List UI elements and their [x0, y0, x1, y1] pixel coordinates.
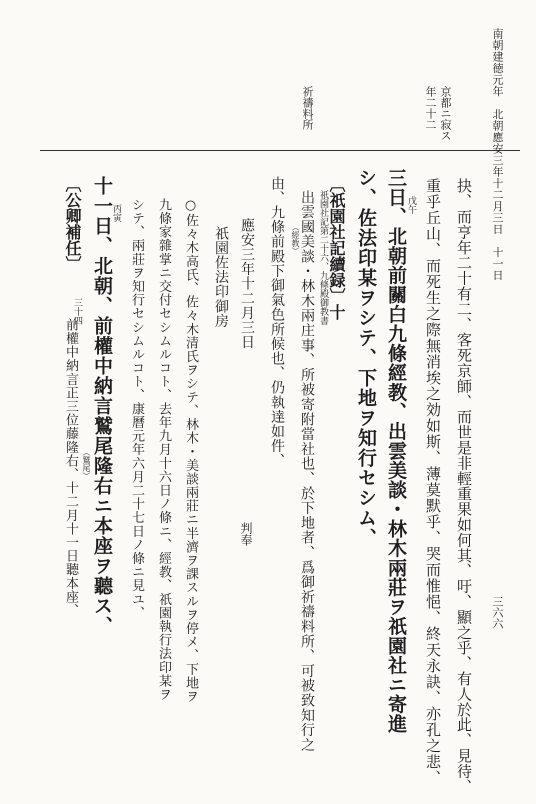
gloss-keikyo: （經教） — [291, 223, 300, 255]
header-rule — [40, 150, 520, 151]
source-note-1: 祇園社記第二十六、九條殿御教書 — [318, 190, 328, 325]
text-line-addressee: 祇園佐法印御房 — [213, 226, 229, 329]
editor-note-line-3: シテ、兩莊ヲ知行セシムルコト、康曆元年六月二十七日ノ條ニ見ユ、 — [129, 198, 144, 620]
margin-note-prayer-estate: 祈禱料所 — [301, 86, 314, 130]
entry-heading-day11: 十一日、北朝、前權中納言鷲尾隆右ニ本座ヲ聽ス、 — [91, 176, 113, 636]
text-line-signature: 判奉 — [239, 522, 253, 546]
page-number: 三六六 — [491, 596, 504, 629]
text-line-document-2: 由、九條前殿下御氣色所候也、仍執達如件、 — [269, 176, 285, 468]
text-line-1: 抉、而亨年二十有二、客死京師、而世是非輕重果如何其、吁、顯之乎、有人於此、見待、 — [455, 178, 473, 794]
editor-note-line-1: ○佐々木高氏、佐々木清氏ヲシテ、林木・美談兩莊ニ半濟ヲ課スルヲ停メ、下地ヲ — [183, 198, 198, 704]
margin-note-death-2: 年二十二 — [424, 86, 437, 130]
text-line-2: 重乎丘山、而死生之際無消埃之効如斯、薄莫默乎、哭而惟悒、終天永訣、亦孔之悲、 — [424, 178, 442, 786]
ganzhi-day11: 丙寅 — [111, 204, 121, 222]
entry-heading-day3-cont: シ、佐法印某ヲシテ、下地ヲ知行セシム、 — [355, 168, 377, 548]
source-citation-kugyo: 〔公卿補任〕 — [63, 176, 82, 272]
text-line-document: 出雲國美談・林木兩庄事、所被寄附當社也、於下地者、爲御祈禱料所、可被致知行之 — [299, 190, 315, 753]
gloss-washio: （鷲尾） — [82, 448, 91, 480]
source-citation-gion: 〔祇園社記續録〕十 — [327, 176, 346, 320]
margin-note-death-1: 京都ニ寂ス — [439, 86, 452, 141]
editor-note-line-2: 九條家雜掌ニ交付セシムルコト、去年九月十六日ノ條ニ、經教、祇園執行法印某ヲ — [156, 198, 171, 702]
entry-heading-day3: 三日、北朝前關白九條經教、出雲美談・林木兩莊ヲ祇園社ニ寄進 — [385, 168, 407, 734]
text-line-date: 應安三年十二月三日 — [239, 218, 255, 350]
ganzhi-day3: 戊午 — [406, 196, 416, 214]
running-head: 南朝建徳元年 北朝應安三年十二月三日 十一日 — [491, 28, 504, 281]
text-line-kugyo: 前權中納言正三位藤隆右、十二月十一日聽本座、 — [63, 318, 78, 618]
note-age: 三十四 — [72, 298, 82, 325]
